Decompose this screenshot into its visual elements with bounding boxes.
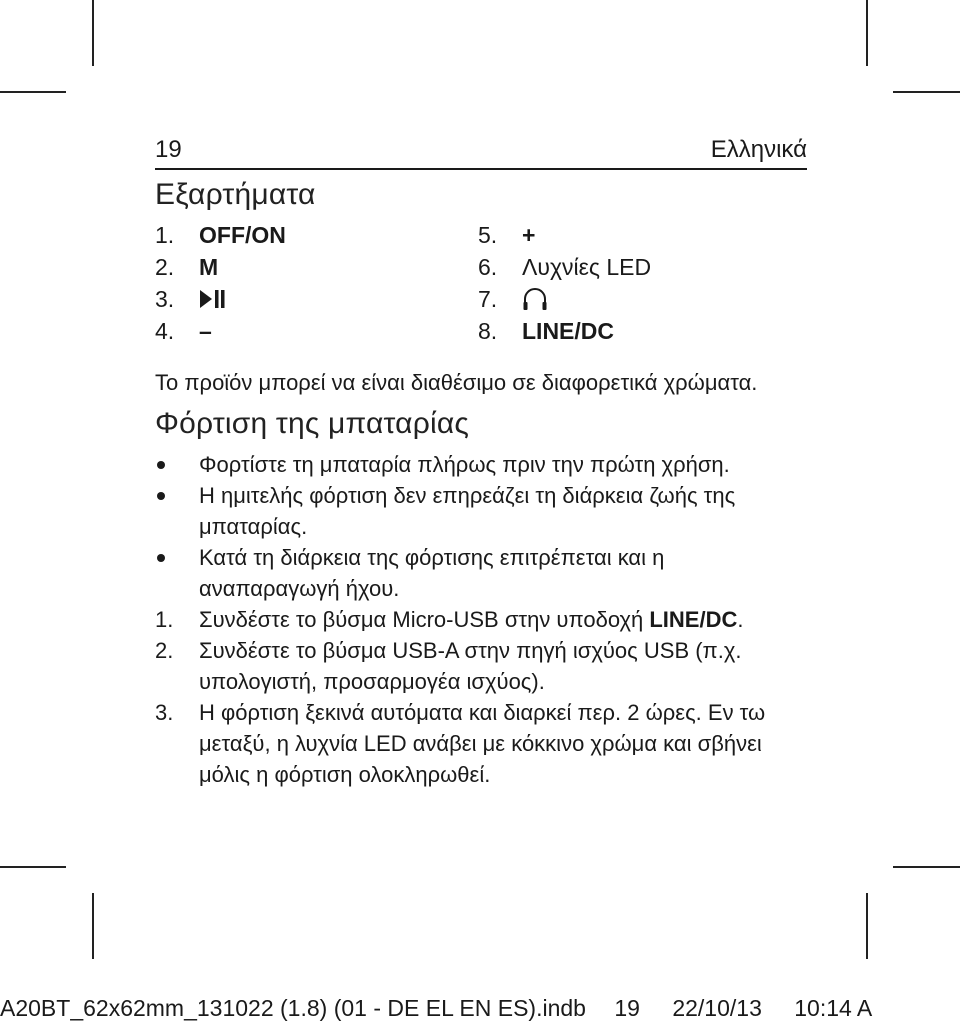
- bullet-icon: [155, 449, 199, 480]
- part-label: OFF/ON: [199, 222, 286, 248]
- section-title-components: Εξαρτήματα: [155, 178, 316, 211]
- crop-mark-top-right-horizontal: [893, 91, 960, 93]
- part-label: LINE/DC: [522, 318, 614, 344]
- part-label: –: [199, 318, 212, 344]
- part-item-5: 5. +: [478, 222, 536, 248]
- port-label: LINE/DC: [649, 607, 738, 632]
- step-item: 1. Συνδέστε το βύσμα Micro-USB στην υποδοχή LINE/DC.: [155, 607, 744, 632]
- part-item-2: 2. M: [155, 254, 219, 280]
- page-content: [155, 138, 807, 790]
- slug-time: 10:14 A: [794, 995, 873, 1021]
- part-item-1: 1. OFF/ON: [155, 222, 286, 248]
- slug-page: 19: [614, 995, 640, 1021]
- list-item: Η ημιτελής φόρτιση δεν επηρεάζει τη διάρκεια ζωής της μπαταρίας.: [155, 480, 807, 542]
- part-item-6: 6. Λυχνίες LED: [478, 254, 652, 280]
- section-title-charging: Φόρτιση της μπαταρίας: [155, 407, 470, 440]
- color-note: Το προϊόν μπορεί να είναι διαθέσιμο σε διαφορετικά χρώματα.: [155, 370, 758, 395]
- part-item-8: 8. LINE/DC: [478, 318, 614, 344]
- part-label: +: [522, 222, 536, 248]
- crop-mark-bottom-left: [92, 893, 94, 959]
- crop-mark-top-left-horizontal: [0, 91, 66, 93]
- charging-bullets: [155, 449, 807, 604]
- slug-filename: A20BT_62x62mm_131022 (1.8) (01 - DE EL EN ES).indb: [0, 995, 586, 1021]
- crop-mark-top-right: [866, 0, 868, 66]
- print-slug: [0, 995, 960, 1022]
- part-label: M: [199, 254, 219, 280]
- crop-mark-bottom-left-horizontal: [0, 866, 66, 868]
- part-item-4: 4. –: [155, 318, 212, 344]
- part-label: Λυχνίες LED: [522, 254, 652, 280]
- slug-date: 22/10/13: [672, 995, 762, 1021]
- list-item: Κατά τη διάρκεια της φόρτισης επιτρέπεται και η αναπαραγωγή ήχου.: [155, 542, 807, 604]
- crop-mark-bottom-right-horizontal: [893, 866, 960, 868]
- crop-mark-top-left: [92, 0, 94, 66]
- play-pause-icon: [199, 289, 227, 309]
- step-item: 3. Η φόρτιση ξεκινά αυτόματα και διαρκεί περ. 2 ώρες. Εν τω μεταξύ, η λυχνία LED ανάβει με κόκκινο χρώμα και σβήνει μόλις η φόρτιση ολοκληρωθεί.: [155, 700, 766, 787]
- part-item-7: 7.: [478, 284, 778, 314]
- headphones-icon: [522, 287, 548, 311]
- page-number: 19: [155, 136, 182, 163]
- page-header: [155, 138, 807, 170]
- charging-steps: [155, 604, 807, 790]
- crop-mark-bottom-right: [866, 893, 868, 959]
- part-item-3: 3.: [155, 284, 478, 314]
- parts-list: [155, 220, 807, 346]
- language-label: Ελληνικά: [710, 136, 807, 163]
- step-item: 2. Συνδέστε το βύσμα USB-A στην πηγή ισχύος USB (π.χ. υπολογιστή, προσαρμογέα ισχύος).: [155, 638, 742, 694]
- bullet-icon: [155, 542, 199, 604]
- list-item: Φορτίστε τη μπαταρία πλήρως πριν την πρώτη χρήση.: [155, 449, 807, 480]
- bullet-icon: [155, 480, 199, 542]
